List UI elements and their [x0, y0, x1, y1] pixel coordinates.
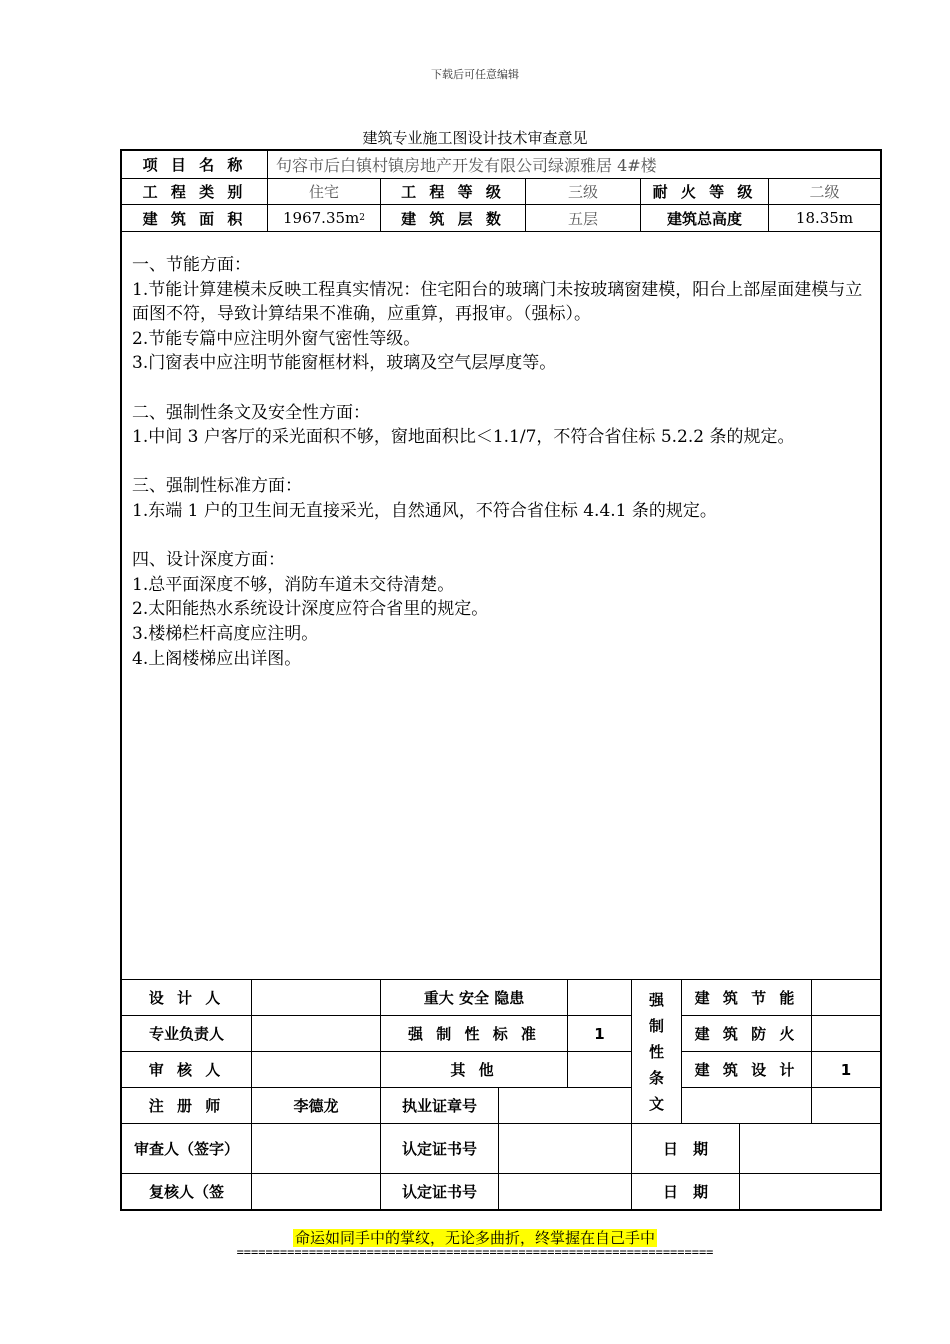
footer-divider: ==================================================================: [236, 1245, 714, 1259]
review-opinions: [132, 253, 877, 671]
certificate-number-value: [499, 1124, 631, 1173]
spacer: [132, 524, 877, 549]
building-area-number: 1967.35m: [283, 209, 360, 227]
major-hazard-label: 重大 安全 隐患: [423, 989, 525, 1007]
design-value: 1: [840, 1060, 852, 1079]
license-seal-label: 执业证章号: [401, 1097, 477, 1115]
blank-cell: [812, 1088, 880, 1123]
reviewer-value: [252, 1124, 380, 1173]
floors-label: 建 筑 层 数: [401, 209, 505, 228]
vertical-char: 制: [648, 1016, 664, 1035]
project-type-label: 工 程 类 别: [142, 183, 247, 201]
designer-label: 设 计 人: [148, 989, 225, 1007]
opinion-item: 1.节能计算建模未反映工程真实情况：住宅阳台的玻璃门未按玻璃窗建模，阳台上部屋面建模与立面图不符，导致计算结果不准确，应重算，再报审。（强标）。: [132, 279, 863, 325]
license-seal-value: [499, 1088, 631, 1123]
date-label: 日 期: [662, 1140, 708, 1158]
spacer: [132, 450, 877, 475]
fire-grade-label: 耐 火 等 级: [652, 183, 757, 201]
review-form: [120, 149, 882, 1211]
fire-grade-value: 二级: [809, 183, 840, 201]
building-area-label: 建 筑 面 积: [142, 209, 247, 228]
certificate-number-value: [499, 1174, 631, 1209]
vertical-char: 性: [648, 1042, 664, 1061]
other-label: 其 他: [450, 1061, 498, 1079]
project-grade-value: 三级: [567, 183, 598, 201]
vertical-char: 强: [648, 990, 664, 1009]
opinion-item: 1.东端 1 户的卫生间无直接采光，自然通风，不符合省住标 4.4.1 条的规定。: [132, 500, 717, 521]
fireproof-label: 建 筑 防 火: [694, 1025, 799, 1043]
project-name-label: 项 目 名 称: [142, 156, 247, 174]
building-area-value: [268, 205, 380, 231]
date-value: [740, 1174, 880, 1209]
total-height-value: 18.35m: [795, 209, 854, 227]
registered-engineer-label: 注 册 师: [148, 1097, 225, 1115]
design-label: 建 筑 设 计: [694, 1061, 799, 1079]
certificate-number-label: 认定证书号: [401, 1183, 477, 1201]
total-height-label: 建筑总高度: [666, 209, 742, 228]
project-name-value: 句容市后白镇村镇房地产开发有限公司绿源雅居 4#楼: [276, 156, 657, 175]
footer-quote-text: 命运如同手中的掌纹，无论多曲折，终掌握在自己手中: [294, 1229, 655, 1247]
vertical-char: 条: [648, 1068, 664, 1087]
other-value: [568, 1052, 631, 1087]
date-value: [740, 1124, 880, 1173]
spacer: [132, 376, 877, 401]
area-unit-superscript: 2: [359, 213, 365, 223]
rechecker-label: 复核人（签: [148, 1183, 224, 1201]
energy-label: 建 筑 节 能: [694, 989, 799, 1007]
checker-value: [252, 1052, 380, 1087]
opinion-item: 2.太阳能热水系统设计深度应符合省里的规定。: [132, 599, 489, 620]
opinion-item: 2.节能专篇中应注明外窗气密性等级。: [132, 328, 421, 349]
opinion-item: 3.楼梯栏杆高度应注明。: [132, 623, 319, 644]
lead-label: 专业负责人: [148, 1025, 224, 1043]
section-title: 二、强制性条文及安全性方面：: [132, 402, 370, 423]
grid-line: [122, 231, 880, 232]
opinion-item: 4.上阁楼梯应出详图。: [132, 648, 302, 669]
opinion-item: 1.中间 3 户客厅的采光面积不够，窗地面积比＜1.1/7，不符合省住标 5.2.2 条的规定。: [132, 427, 795, 448]
blank-cell: [682, 1088, 811, 1123]
registered-engineer-value: 李德龙: [293, 1097, 339, 1115]
vertical-char: 文: [648, 1094, 664, 1113]
date-label: 日 期: [662, 1183, 708, 1201]
section-title: 四、设计深度方面：: [132, 550, 285, 571]
lead-value: [252, 1016, 380, 1051]
section-title: 一、节能方面：: [132, 255, 251, 275]
energy-value: [812, 980, 880, 1015]
project-type-value: 住宅: [308, 183, 339, 201]
rechecker-value: [252, 1174, 380, 1209]
certificate-number-label: 认定证书号: [401, 1140, 477, 1158]
document-title: 建筑专业施工图设计技术审查意见: [362, 129, 588, 147]
opinion-item: 3.门窗表中应注明节能窗框材料，玻璃及空气层厚度等。: [132, 353, 557, 374]
section-title: 三、强制性标准方面：: [132, 476, 302, 497]
major-hazard-value: [568, 980, 631, 1015]
opinion-item: 1.总平面深度不够，消防车道未交待清楚。: [132, 574, 455, 595]
project-grade-label: 工 程 等 级: [401, 183, 505, 201]
floors-value: 五层: [567, 209, 598, 228]
checker-label: 审 核 人: [148, 1061, 225, 1079]
mandatory-standard-value: 1: [594, 1024, 605, 1043]
header-note: 下载后可任意编辑: [431, 68, 519, 81]
mandatory-provisions-column: [632, 980, 681, 1123]
fireproof-value: [812, 1016, 880, 1051]
mandatory-standard-label: 强 制 性 标 准: [408, 1025, 540, 1043]
reviewer-label: 审查人（签字）: [134, 1139, 240, 1158]
designer-value: [252, 980, 380, 1015]
